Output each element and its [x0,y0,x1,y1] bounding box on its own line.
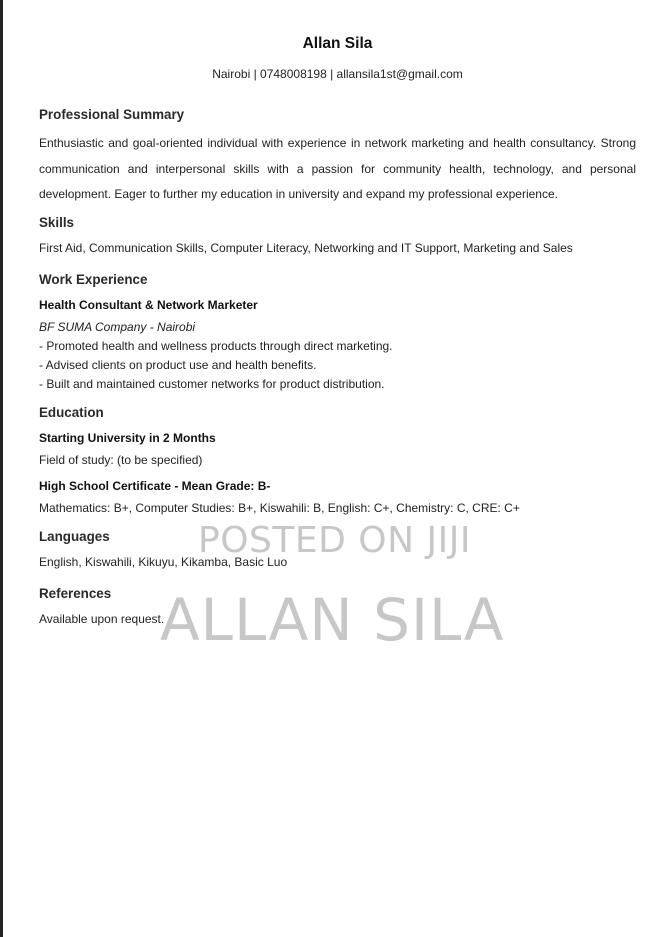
page-left-border [0,0,3,937]
work-heading: Work Experience [39,272,148,287]
job-title: Health Consultant & Network Marketer [39,298,258,312]
job-bullet: - Advised clients on product use and health benefits. [39,358,317,372]
contact-line: Nairobi | 0748008198 | allansila1st@gmail.com [212,67,463,81]
skills-text: First Aid, Communication Skills, Computer Literacy, Networking and IT Support, Marketing and Sales [39,241,573,255]
education-entry-title: Starting University in 2 Months [39,431,216,445]
education-entry-detail: Field of study: (to be specified) [39,453,203,467]
languages-heading: Languages [39,529,110,544]
references-text: Available upon request. [39,612,165,626]
job-bullet: - Promoted health and wellness products through direct marketing. [39,339,393,353]
summary-heading: Professional Summary [39,107,185,122]
job-company: BF SUMA Company - Nairobi [39,320,196,334]
resume-name: Allan Sila [302,35,373,52]
education-entry-detail: Mathematics: B+, Computer Studies: B+, Kiswahili: B, English: C+, Chemistry: C, CRE: C+ [39,501,520,515]
watermark-posted-on: POSTED ON JIJI [198,520,471,561]
languages-text: English, Kiswahili, Kikuyu, Kikamba, Basic Luo [39,555,288,569]
watermark-name: ALLAN SILA [160,586,505,654]
summary-text: Enthusiastic and goal-oriented individual with experience in network marketing and health consultancy. Strong communication and interpersonal skills with a passion for community health, technology, and personal development. Eager to further my education in university and expand my professional experience. [39,136,636,201]
job-bullet: - Built and maintained customer networks for product distribution. [39,377,385,391]
education-heading: Education [39,405,104,420]
skills-heading: Skills [39,215,74,230]
references-heading: References [39,586,112,601]
education-entry-title: High School Certificate - Mean Grade: B- [39,479,271,493]
